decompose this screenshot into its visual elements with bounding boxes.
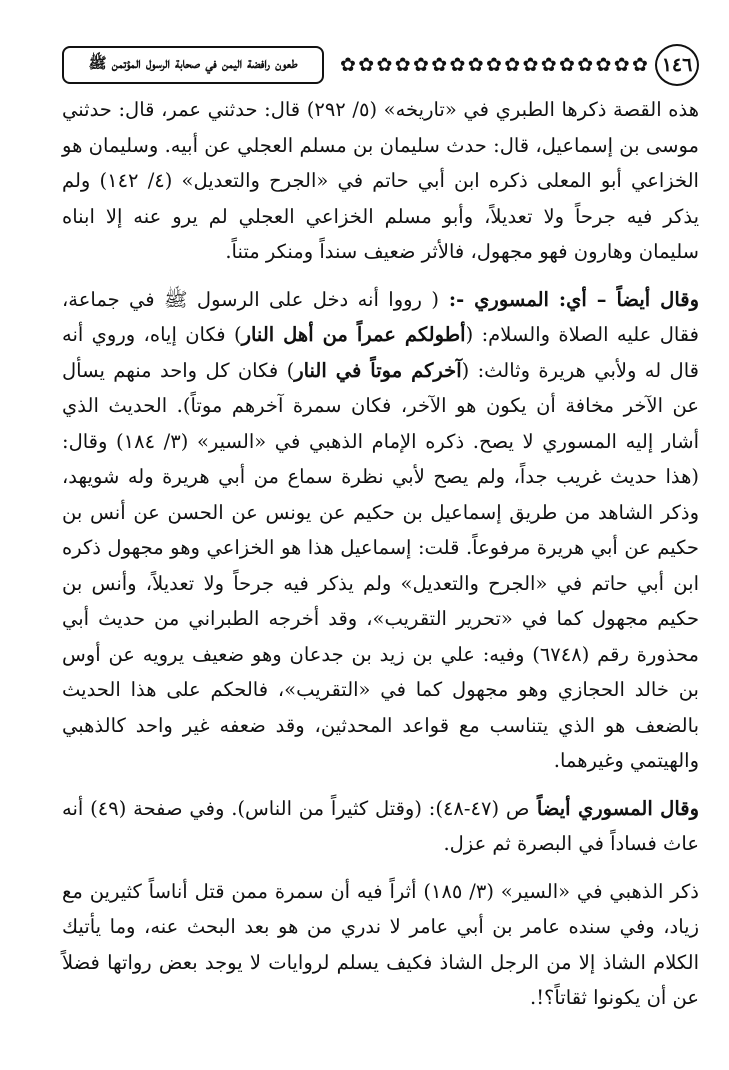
segment-bold: وقال أيضاً – أي: المسوري -: [438,287,699,311]
flower-ornament-icon: ✿ [522,54,539,76]
text-body [62,92,699,1032]
paragraph-2 [62,282,699,779]
segment: ) فكان إياه، وروي أنه قال له ولأبي هريرة وثالث: ( [62,323,699,382]
segment: ذكر الذهبي في «السير» (٣/ ١٨٥) أثراً فيه أن سمرة ممن قتل أناساً كثيرين مع زياد، وفي سنده عامر بن أبي عامر لا ندري من هو بعد البحث عنه، وما يأتيك الكلام الشاذ إلا من الرجل الشاذ فكيف يسلم لروايات لا يوجد بعض رواتها فضلاً عن أن يكونوا ثقاتاً؟!. [62,879,699,1009]
flower-ornament-icon: ✿ [340,54,356,76]
flower-ornament-icon: ✿ [486,54,502,76]
segment: هذه القصة ذكرها الطبري في «تاريخه» (٥/ ٢٩٢) قال: حدثني عمر، قال: حدثني موسى بن إسماعيل، قال: حدث سليمان بن مسلم العجلي عن أبيه. وسليمان هو الخزاعي أبو المعلى ذكره ابن أبي حاتم في «الجرح والتعديل» (٤/ ١٤٢) ولم يذكر فيه جرحاً ولا تعديلاً، وأبو مسلم الخزاعي العجلي لم يرو عنه إلا ابناه سليمان وهارون فهو مجهول، فالأثر ضعيف سنداً ومنكر متناً. [62,98,699,263]
flower-ornament-icon: ✿ [449,54,466,76]
segment-bold: وقال المسوري أيضاً [529,796,699,820]
segment: ) فكان كل واحد منهم يسأل عن الآخر مخافة أن يكون هو الآخر، فكان سمرة آخرهم موتاً). الحديث الذي أشار إليه المسوري لا يصح. ذكره الإمام الذهبي في «السير» (٣/ ١٨٤) وقال: (هذا حديث غريب جداً، ولم يصح لأبي نظرة سماع من أبي هريرة وله شويهد، وذكر الشاهد من طريق إسماعيل بن حكيم عن يونس عن الحسن عن أنس بن حكيم عن أبي هريرة مرفوعاً. قلت: إسماعيل هذا هو الخزاعي وهو مجهول ذكره ابن أبي حاتم في «الجرح والتعديل» ولم يذكر فيه جرحاً ولا تعديلاً، وأنس بن حكيم مجهول كما في «تحرير التقريب»، وقد أخرجه الطبراني من حديث أبي محذورة رقم (٦٧٤٨) وفيه: علي بن زيد بن جدعان وهو ضعيف يرويه عن أوس بن خالد الحجازي وهو مجهول كما في «التقريب»، فالحكم على هذا الحديث بالضعف هو الذي يتناسب مع قواعد المحدثين، وقد ضعفه غير واحد كالذهبي والهيتمي وغيرهما. [62,358,699,772]
flower-ornament-icon: ✿ [394,54,411,76]
flower-ornament-icon: ✿ [376,54,393,76]
page-number: ١٤٦ [655,44,699,86]
flower-ornament-icon: ✿ [632,54,648,76]
book-title: طعون رافضة اليمن في صحابة الرسول المؤتمن ﷺ [62,46,324,84]
paragraph-3 [62,791,699,862]
page-header [62,44,699,90]
paragraph-1 [62,92,699,270]
flower-ornament-icon: ✿ [595,54,612,76]
flower-ornament-icon: ✿ [431,54,448,76]
flower-ornament-icon: ✿ [540,54,557,76]
segment-bold: آخركم موتاً في النار [294,358,462,382]
segment: ص (٤٧-٤٨): (وقتل كثيراً من الناس). وفي صفحة (٤٩) أنه عاث فساداً في البصرة ثم عزل. [62,796,699,855]
paragraph-4 [62,874,699,1016]
ornament-row [339,52,649,78]
flower-ornament-icon: ✿ [467,54,484,76]
segment: ( رووا أنه دخل على الرسول ﷺ في جماعة، فقال عليه الصلاة والسلام: ( [62,287,699,346]
flower-ornament-icon: ✿ [413,54,429,76]
flower-ornament-icon: ✿ [358,54,375,76]
flower-ornament-icon: ✿ [559,54,575,76]
flower-ornament-icon: ✿ [613,54,630,76]
flower-ornament-icon: ✿ [577,54,594,76]
flower-ornament-icon: ✿ [504,54,521,76]
segment-bold: أطولكم عمراً من أهل النار [241,323,466,346]
